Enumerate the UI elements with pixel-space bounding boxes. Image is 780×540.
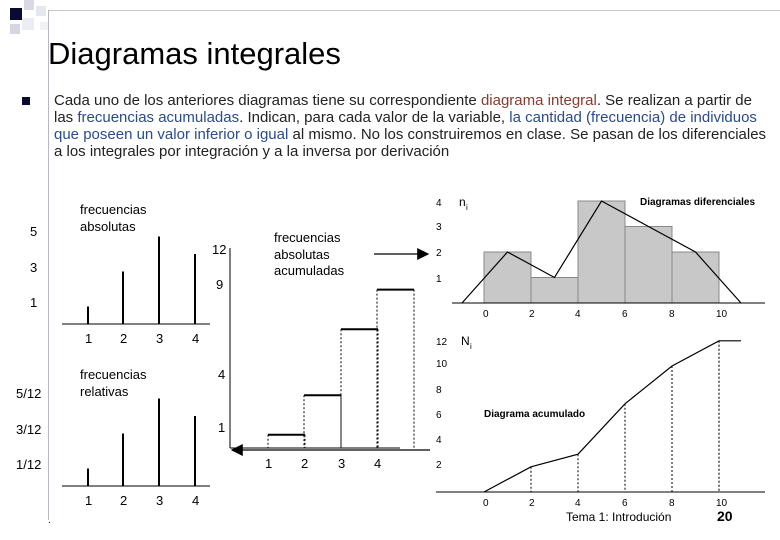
footer-text: Tema 1: Introdución: [566, 510, 672, 524]
stray-dot: .: [48, 515, 51, 526]
cum-y-4: 4: [436, 435, 442, 446]
acc-x-2: 2: [301, 456, 309, 471]
diff-bar-3: [578, 201, 625, 303]
abs-x-2: 2: [120, 331, 128, 346]
diff-x-6: 6: [622, 309, 628, 320]
cum-y-10: 10: [436, 359, 448, 370]
abs-bars: [88, 237, 195, 325]
acc-y-4: 4: [218, 367, 226, 382]
slide-title: Diagramas integrales: [48, 36, 341, 71]
cum-y-var: N: [461, 334, 470, 348]
abs-x-1: 1: [85, 331, 93, 346]
diff-bar-5: [672, 252, 719, 303]
acc-y-1: 1: [218, 420, 226, 435]
cum-x-4: 4: [575, 498, 581, 509]
acc-x-4: 4: [374, 456, 382, 471]
rel-x-3: 3: [156, 493, 164, 508]
abs-title-2: absolutas: [80, 219, 136, 234]
diff-bars: [484, 201, 719, 303]
abs-title-1: frecuencias: [80, 202, 147, 217]
rel-y-1: 1/12: [16, 457, 42, 472]
acc-x-1: 1: [265, 456, 273, 471]
abs-x-3: 3: [156, 331, 164, 346]
diff-title: Diagramas diferenciales: [640, 197, 756, 208]
diff-bar-4: [625, 227, 672, 304]
diff-chart: [436, 195, 765, 320]
cum-y-6: 6: [436, 410, 442, 421]
cum-y-8: 8: [436, 385, 442, 396]
cum-title: Diagrama acumulado: [484, 409, 586, 420]
rel-x-2: 2: [120, 493, 128, 508]
acc-freq-chart: [212, 230, 414, 471]
cum-x-8: 8: [669, 498, 675, 509]
diff-bar-2: [531, 278, 578, 304]
para-text-4: al mismo. No los construiremos en clase. Se pasan de los diferenciales a los integrales por integración y a la inversa por derivación: [54, 126, 767, 160]
diff-bar-1: [484, 252, 531, 303]
abs-freq-chart: [30, 202, 210, 346]
cum-x-10: 10: [716, 498, 728, 509]
acc-title-3: acumuladas: [274, 263, 345, 278]
para-text-2: . Se realizan a partir de las: [54, 92, 752, 126]
cum-chart: [436, 334, 765, 509]
diff-y-var: n: [459, 195, 466, 209]
acc-steps: [268, 290, 414, 448]
diff-y-2: 2: [436, 248, 442, 259]
rel-y-5: 5/12: [16, 386, 42, 401]
para-text-3: . Indican, para cada valor de la variable,: [239, 109, 510, 126]
acc-x-3: 3: [338, 456, 346, 471]
page-number: 20: [717, 508, 733, 524]
acc-title-2: absolutas: [274, 247, 330, 262]
diff-x-0: 0: [483, 309, 489, 320]
rel-title-2: relativas: [80, 384, 129, 399]
para-text-1: Cada uno de los anteriores diagramas tiene su correspondiente: [54, 92, 481, 109]
rel-y-3: 3/12: [16, 422, 42, 437]
diff-y-1: 1: [436, 274, 442, 285]
abs-x-4: 4: [192, 331, 200, 346]
cum-x-0: 0: [483, 498, 489, 509]
diff-x-10: 10: [716, 309, 728, 320]
rel-freq-chart: [16, 367, 210, 508]
acc-y-9: 9: [216, 277, 224, 292]
rel-x-4: 4: [192, 493, 200, 508]
abs-y-5: 5: [30, 224, 38, 239]
cum-y-2: 2: [436, 460, 442, 471]
acc-title-1: frecuencias: [274, 230, 341, 245]
para-term-2: frecuencias acumuladas: [77, 109, 240, 126]
cum-y-12: 12: [436, 337, 448, 348]
abs-y-1: 1: [30, 295, 38, 310]
diff-x-2: 2: [529, 309, 535, 320]
abs-y-3: 3: [30, 260, 38, 275]
diff-x-4: 4: [575, 309, 581, 320]
diff-y-3: 3: [436, 222, 442, 233]
cum-x-6: 6: [622, 498, 628, 509]
rel-title-1: frecuencias: [80, 367, 147, 382]
acc-y-12: 12: [212, 242, 227, 257]
rel-bars: [88, 398, 195, 486]
para-term-3: la cantidad (frecuencia) de individuos que poseen un valor inferior o igual: [54, 109, 757, 143]
cum-x-2: 2: [529, 498, 535, 509]
diff-y-sub: i: [466, 203, 468, 212]
cum-y-sub: i: [470, 342, 472, 351]
rel-x-1: 1: [85, 493, 93, 508]
para-term-1: diagrama integral: [480, 92, 597, 109]
diff-y-4: 4: [436, 198, 442, 209]
diff-x-8: 8: [669, 309, 675, 320]
